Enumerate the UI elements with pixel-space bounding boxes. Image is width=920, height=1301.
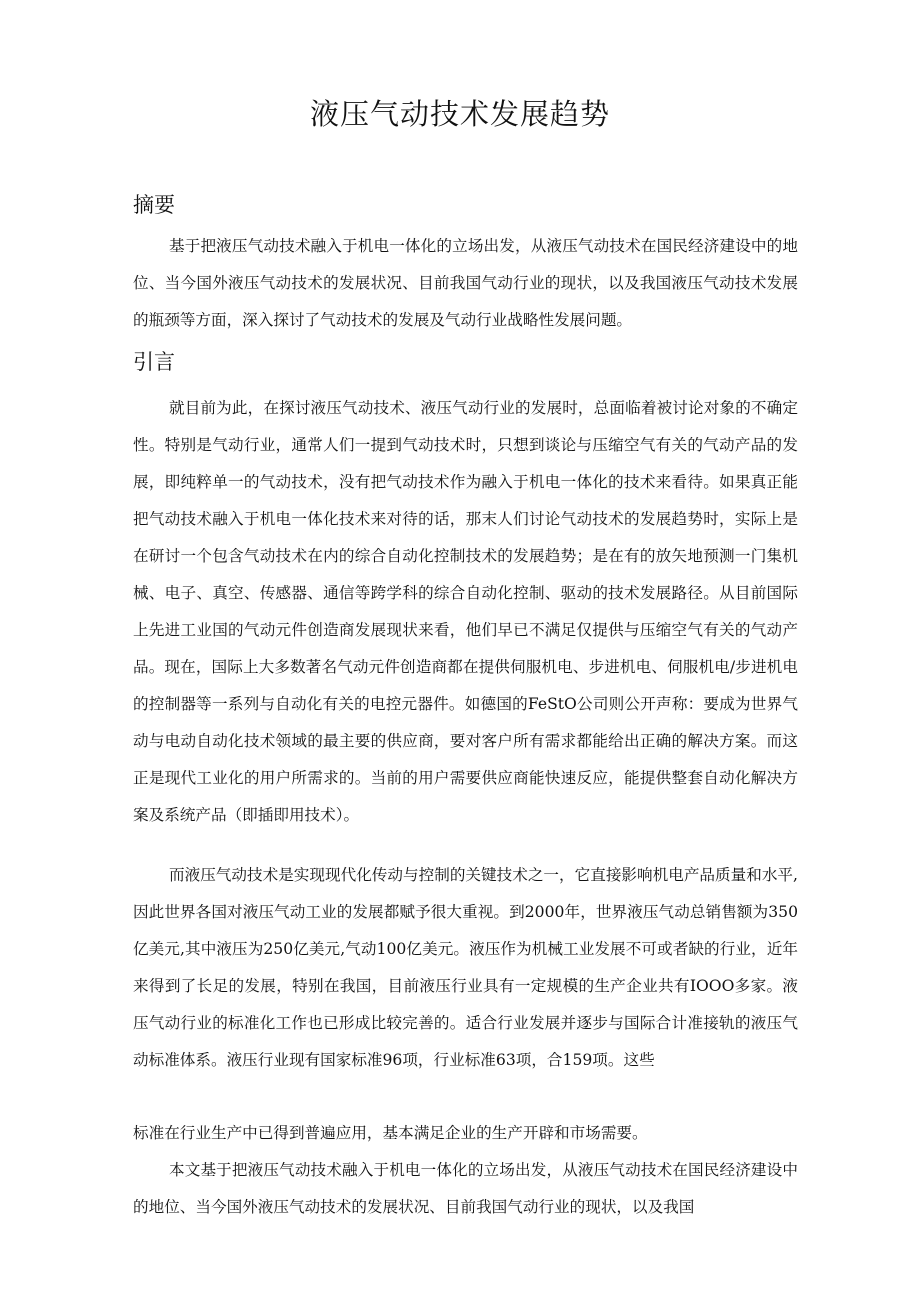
intro-paragraph-1: 就目前为此，在探讨液压气动技术、液压气动行业的发展时，总面临着被讨论对象的不确定性。特别是气动行业，通常人们一提到气动技术时，只想到谈论与压缩空气有关的气动产品的发展，即纯粹单一的气动技术，没有把气动技术作为融入于机电一体化的技术来看待。如果真正能把气动技术融入于机电一体化技术来对待的话，那末人们讨论气动技术的发展趋势时，实际上是在研讨一个包含气动技术在内的综合自动化控制技术的发展趋势；是在有的放矢地预测一门集机械、电子、真空、传感器、通信等跨学科的综合自动化控制、驱动的技术发展路径。从目前国际上先进工业国的气动元件创造商发展现状来看，他们早已不满足仅提供与压缩空气有关的气动产品。现在，国际上大多数著名气动元件创造商都在提供伺服机电、步进机电、伺服机电/步进机电的控制器等一系列与自动化有关的电控元器件。如德国的FeStO公司则公开声称：要成为世界气动与电动自动化技术领域的最主要的供应商，要对客户所有需求都能给出正确的解决方案。而这正是现代工业化的用户所需求的。当前的用户需要供应商能快速反应，能提供整套自动化解决方案及系统产品（即插即用技术）。 <box>133 399 798 824</box>
abstract-heading: 摘要 <box>133 193 175 217</box>
intro-heading: 引言 <box>133 350 175 374</box>
abstract-paragraph: 基于把液压气动技术融入于机电一体化的立场出发，从液压气动技术在国民经济建设中的地位、当今国外液压气动技术的发展状况、目前我国气动行业的现状，以及我国液压气动技术发展的瓶颈等方面，深入探讨了气动技术的发展及气动行业战略性发展问题。 <box>133 237 798 329</box>
intro-paragraph-2: 而液压气动技术是实现现代化传动与控制的关键技术之一，它直接影响机电产品质量和水平,因此世界各国对液压气动工业的发展都赋予很大重视。到2000年，世界液压气动总销售额为350亿美元,其中液压为250亿美元,气动100亿美元。液压作为机械工业发展不可或者缺的行业，近年来得到了长足的发展，特别在我国，目前液压行业具有一定规模的生产企业共有IOOO多家。液压气动行业的标准化工作也已形成比较完善的。适合行业发展并逐步与国际合计准接轨的液压气动标准体系。液压行业现有国家标准96项，行业标准63项，合159项。这些 <box>133 866 798 1069</box>
intro-paragraph-3: 本文基于把液压气动技术融入于机电一体化的立场出发，从液压气动技术在国民经济建设中的地位、当今国外液压气动技术的发展状况、目前我国气动行业的现状，以及我国 <box>133 1161 798 1216</box>
intro-paragraph-2-continuation: 标准在行业生产中已得到普遍应用，基本满足企业的生产开辟和市场需要。 <box>133 1124 648 1142</box>
document-title: 液压气动技术发展趋势 <box>309 97 610 131</box>
